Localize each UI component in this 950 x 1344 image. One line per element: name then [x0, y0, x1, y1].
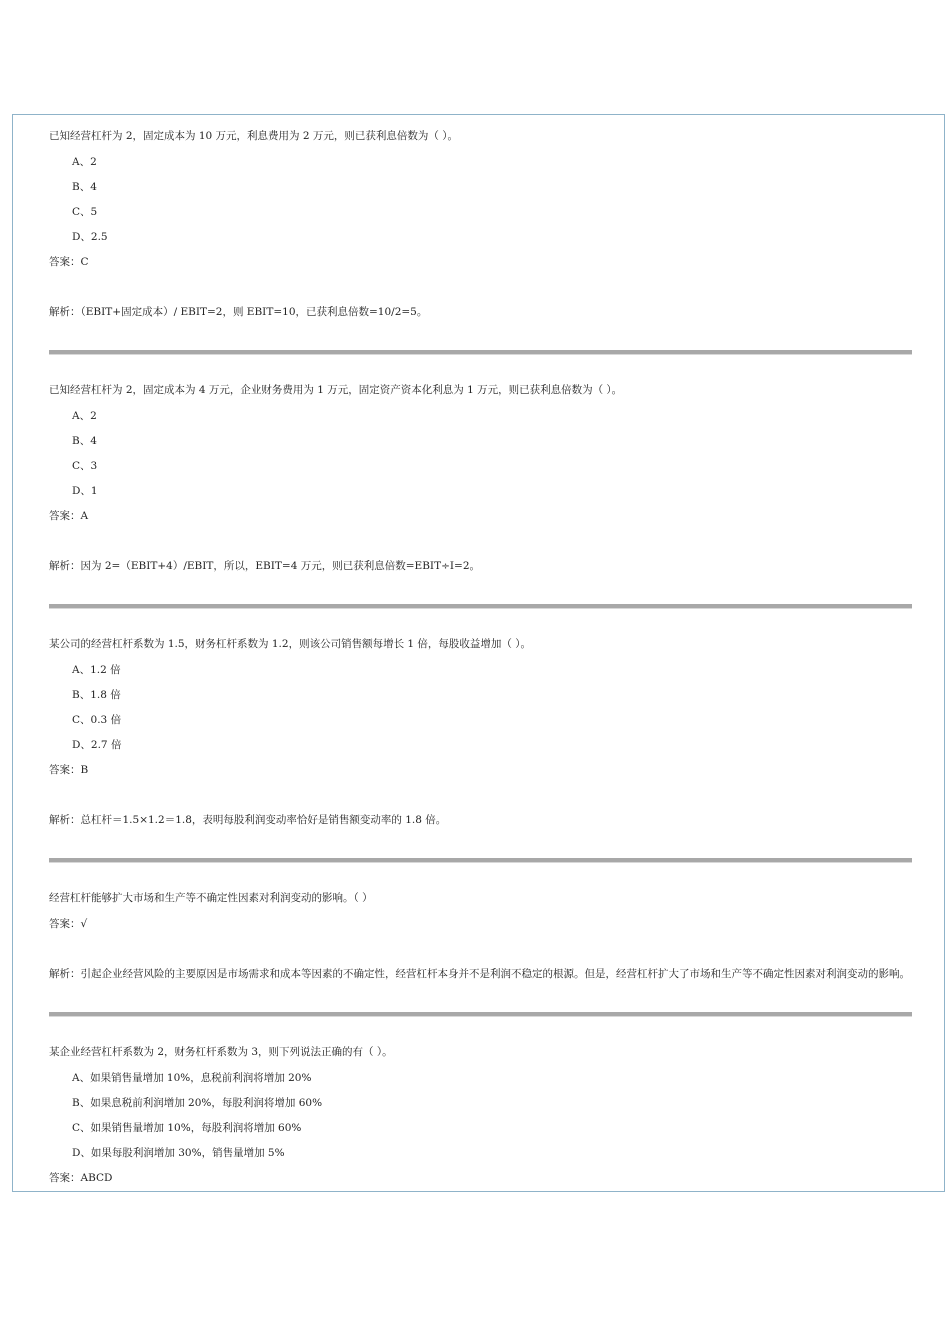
option-b: B、如果息税前利润增加 20%，每股利润将增加 60%	[72, 1097, 323, 1109]
separator	[49, 1012, 912, 1017]
separator	[49, 604, 912, 609]
explanation: 解析：总杠杆＝1.5×1.2＝1.8，表明每股利润变动率恰好是销售额变动率的 1.8 倍。	[49, 814, 447, 826]
option-a: A、2	[72, 156, 97, 168]
answer: 答案：A	[49, 510, 89, 522]
option-b: B、4	[72, 181, 97, 193]
question-4	[49, 887, 912, 987]
explanation: 解析：引起企业经营风险的主要原因是市场需求和成本等因素的不确定性，经营杠杆本身并不是利润不稳定的根源。但是，经营杠杆扩大了市场和生产等不确定性因素对利润变动的影响。	[49, 968, 910, 980]
question-list	[49, 125, 912, 1191]
separator	[49, 858, 912, 863]
question-2	[49, 379, 912, 579]
answer: 答案：√	[49, 918, 88, 930]
option-c: C、如果销售量增加 10%，每股利润将增加 60%	[72, 1122, 302, 1134]
question-5	[49, 1041, 912, 1191]
answer: 答案：ABCD	[49, 1172, 113, 1184]
question-stem: 某公司的经营杠杆系数为 1.5，财务杠杆系数为 1.2，则该公司销售额每增长 1 倍，每股收益增加（ ）。	[49, 638, 532, 650]
explanation: 解析：因为 2=（EBIT+4）/EBIT，所以，EBIT=4 万元，则已获利息倍数=EBIT÷I=2。	[49, 560, 480, 572]
question-stem: 已知经营杠杆为 2，固定成本为 10 万元，利息费用为 2 万元，则已获利息倍数为（ ）。	[49, 130, 458, 142]
option-c: C、0.3 倍	[72, 714, 122, 726]
option-d: D、2.5	[72, 231, 108, 243]
question-stem: 已知经营杠杆为 2，固定成本为 4 万元，企业财务费用为 1 万元，固定资产资本化利息为 1 万元，则已获利息倍数为（ ）。	[49, 384, 623, 396]
option-d: D、2.7 倍	[72, 739, 122, 751]
question-3	[49, 633, 912, 833]
question-1	[49, 125, 912, 325]
option-b: B、4	[72, 435, 97, 447]
option-b: B、1.8 倍	[72, 689, 121, 701]
separator	[49, 350, 912, 355]
question-stem: 某企业经营杠杆系数为 2，财务杠杆系数为 3，则下列说法正确的有（ ）。	[49, 1046, 393, 1058]
option-d: D、如果每股利润增加 30%，销售量增加 5%	[72, 1147, 285, 1159]
option-a: A、2	[72, 410, 97, 422]
document-frame	[12, 114, 945, 1192]
answer: 答案：C	[49, 256, 89, 268]
option-d: D、1	[72, 485, 98, 497]
answer: 答案：B	[49, 764, 89, 776]
option-a: A、1.2 倍	[72, 664, 121, 676]
option-c: C、5	[72, 206, 98, 218]
question-stem: 经营杠杆能够扩大市场和生产等不确定性因素对利润变动的影响。（ ）	[49, 892, 373, 904]
option-c: C、3	[72, 460, 98, 472]
explanation: 解析：（EBIT+固定成本）/ EBIT=2，则 EBIT=10，已获利息倍数=10/2=5。	[49, 306, 428, 318]
option-a: A、如果销售量增加 10%，息税前利润将增加 20%	[72, 1072, 312, 1084]
